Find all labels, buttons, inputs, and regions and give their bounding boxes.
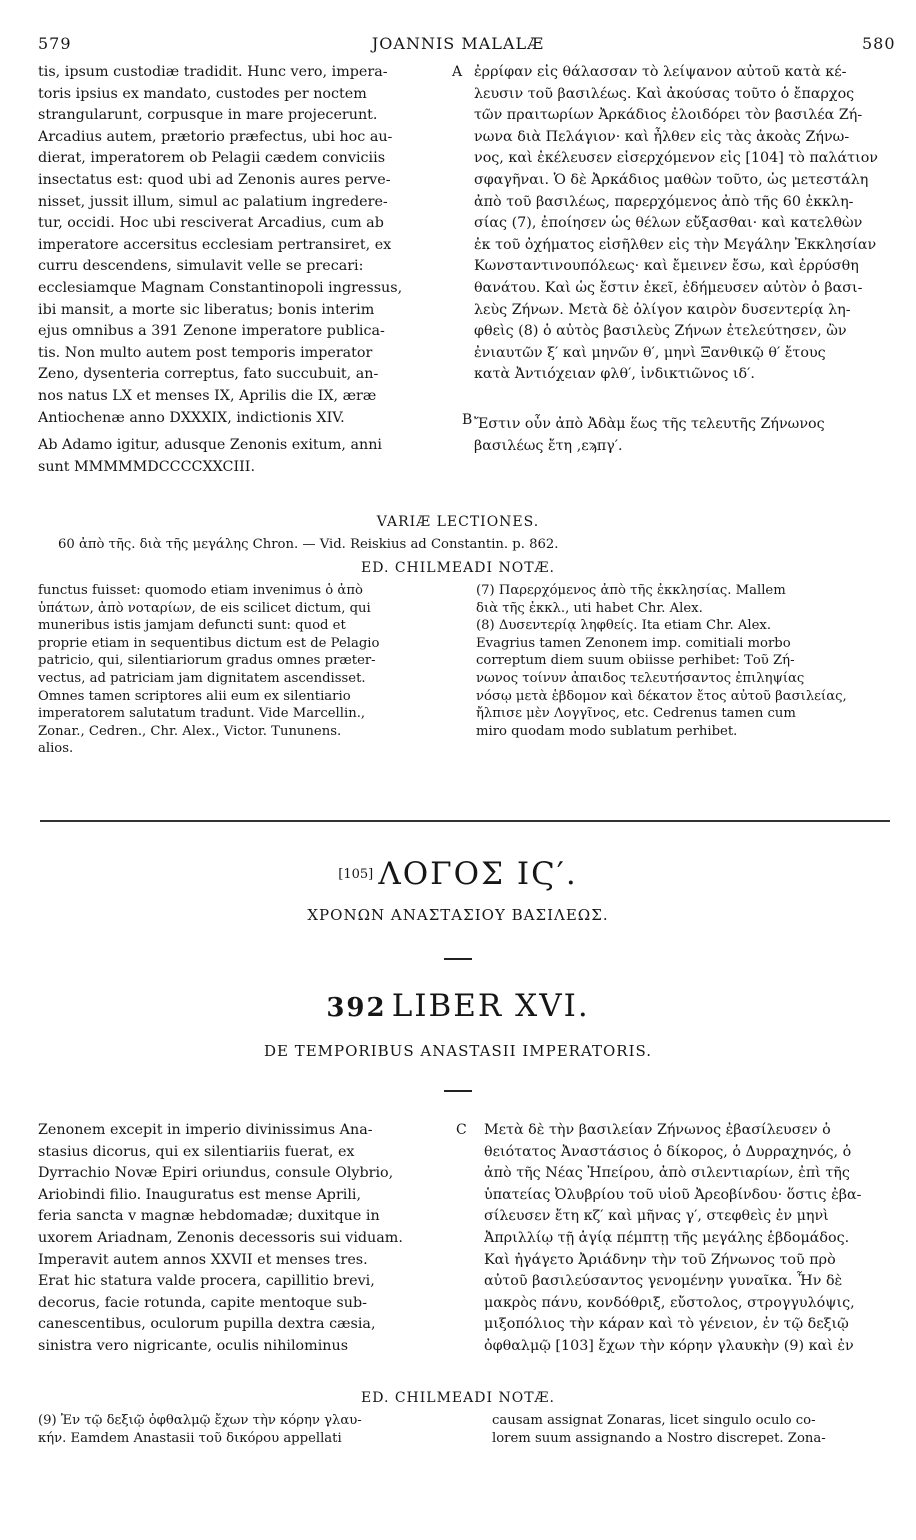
text-line: κατὰ Ἀντιόχειαν φλθ′, ἰνδικτιῶνος ιδ′. [474,366,755,383]
greek-book-heading [0,856,916,892]
greek-page-marker: [105] [338,867,374,882]
text-line: μιξοπόλιος τὴν κάραν καὶ τὸ γένειον, ἐν τῷ δεξιῷ [484,1316,849,1333]
notes-heading-1: ED. CHILMEADI NOTÆ. [361,560,555,576]
text-line: uxorem Ariadnam, Zenonis decessoris sui viduam. [38,1229,403,1246]
text-line: Erat hic statura valde procera, capillitio brevi, [38,1273,375,1290]
latin-page-marker: 392 [326,993,387,1023]
latin-column-bottom [38,1120,448,1358]
text-line: nos natus LX et menses IX, Aprilis die IX, æræ [38,387,377,404]
text-line: sunt MMMMMDCCCCXXCIII. [38,458,255,475]
note-line: muneribus istis jamjam defuncti sunt: quod et [38,618,346,634]
text-line: Dyrrachio Novæ Epiri oriundus, consule Olybrio, [38,1165,394,1182]
note-line: ἤλπισε μὲν Λογγῖνος, etc. Cedrenus tamen cum [476,706,796,722]
text-line: Arcadius autem, prætorio præfectus, ubi hoc au- [38,128,393,145]
note-line: proprie etiam in sequentibus dictum est de Pelagio [38,635,380,651]
text-line: feria sancta v magnæ hebdomadæ; duxitque in [38,1208,380,1225]
text-line: tis. Non multo autem post temporis imperator [38,344,373,361]
text-line: ἀπὸ τῆς Νέας Ἠπείρου, ἀπὸ σιλεντιαρίων, ἐπὶ τῆς [484,1165,850,1182]
short-rule-2 [444,1090,472,1092]
text-line: ἐκ τοῦ ὀχήματος εἰσῆλθεν εἰς τὴν Μεγάλην Ἐκκλησίαν [474,236,877,253]
note-line: alios. [38,741,74,757]
text-line: toris ipsius ex mandato, custodes per noctem [38,85,367,102]
note-line: (8) Δυσεντερίᾳ ληφθείς. Ita etiam Chr. Alex. [476,618,772,634]
text-line: σίλευσεν ἔτη κζ′ καὶ μῆνας γ′, στεφθεὶς ἐν μηνὶ [484,1208,829,1225]
note-line: νόσῳ μετὰ ἑβδομον καὶ δέκατον ἔτος αὐτοῦ βασιλείας, [476,688,847,704]
text-line: ἐνιαυτῶν ξ′ καὶ μηνῶν θ′, μηνὶ Ξανθικῷ θ′ ἔτους [474,344,826,361]
text-line: stasius dicorus, qui ex silentiariis fuerat, ex [38,1143,355,1160]
latin-book-title: LIBER XVI. [391,988,590,1024]
text-line: Ab Adamo igitur, adusque Zenonis exitum, anni [38,437,382,454]
greek-column-top [474,62,888,457]
note-line: Zonar., Cedren., Chr. Alex., Victor. Tununens. [38,723,342,739]
text-line: canescentibus, oculorum pupilla dextra cæsia, [38,1316,376,1333]
variae-text: 60 ἀπὸ τῆς. διὰ τῆς μεγάλης Chron. — Vid. Reiskius ad Constantin. p. 862. [58,537,559,552]
note-line: ὑπάτων, ἀπὸ νοταρίων, de eis scilicet dictum, qui [38,600,371,616]
notes1-right-column [476,582,890,740]
text-line: Zenonem excepit in imperio divinissimus Ana- [38,1122,373,1138]
note-line: lorem suum assignando a Nostro discrepet. Zona- [492,1430,826,1446]
text-line: Ἔστιν οὖν ἀπὸ Ἀδὰμ ἕως τῆς τελευτῆς Ζήνωνος [474,415,825,432]
section-divider [40,820,890,822]
note-line: imperatorem salutatum tradunt. Vide Marcellin., [38,706,366,722]
page-number-left: 579 [38,34,72,53]
text-line: imperatore accersitus ecclesiam pertransiret, ex [38,236,392,253]
text-line: θανάτου. Καὶ ὡς ἔστιν ἐκεῖ, ἐδήμευσεν αὐτὸν ὁ βασι- [474,279,863,296]
text-line: θειότατος Ἀναστάσιος ὁ δίκορος, ὁ Δυρραχηνός, ὁ [484,1143,852,1160]
text-line: ὑπατείας Ὀλυβρίου τοῦ υἱοῦ Ἀρεοβίνδου· ὅστις ἐβα- [484,1186,862,1203]
note-line: vectus, ad patriciam jam dignitatem ascendisset. [38,670,366,686]
note-line: διὰ τῆς ἐκκλ., uti habet Chr. Alex. [476,600,703,616]
text-line: αὐτοῦ βασιλεύσαντος γενομένην γυναῖκα. Ἦν δὲ [484,1273,843,1290]
note-line: κήν. Eamdem Anastasii τοῦ δικόρου appellati [38,1430,342,1446]
text-line: νος, καὶ ἐκέλευσεν εἰσερχόμενον εἰς [104] τὸ παλάτιον [474,150,878,167]
notes2-right-column [492,1412,890,1447]
text-line: tis, ipsum custodiæ tradidit. Hunc vero, impera- [38,64,388,80]
text-line: dierat, imperatorem ob Pelagii cædem conviciis [38,150,386,167]
short-rule-1 [444,958,472,960]
note-line: νωνος τοίνυν ἀπαιδος τελευτήσαντος ἐπιληψίας [476,670,805,686]
note-line: (7) Παρερχόμενος ἀπὸ τῆς ἐκκλησίας. Mallem [476,583,786,598]
text-line: nisset, jussit illum, simul ac palatium ingrederе- [38,193,388,210]
text-line: βασιλέως ἔτη ‚εϡπγ′. [474,437,623,454]
text-line: ὀφθαλμῷ [103] ἔχων τὴν κόρην γλαυκὴν (9) καὶ ἐν [484,1337,854,1354]
variae-heading: VARIÆ LECTIONES. [376,514,540,530]
text-line: ibi mansit, a morte sic liberatus; bonis interim [38,301,375,318]
text-line: λεὺς Ζήνων. Μετὰ δὲ ὀλίγον καιρὸν δυσεντερίᾳ λη- [474,301,851,318]
note-line: Evagrius tamen Zenonem imp. comitiali morbo [476,635,791,651]
text-line: σίας (7), ἐποίησεν ὡς θέλων εὔξασθαι· καὶ κατελθὼν [474,215,863,232]
note-line: patricio, qui, silentiariorum gradus omnes præter- [38,653,376,669]
text-line: λευσιν τοῦ βασιλέως. Καὶ ἀκούσας τοῦτο ὁ ἔπαρχος [474,85,855,102]
text-line: Antiochenæ anno DXXXIX, indictionis XIV. [38,409,345,426]
greek-book-subtitle: ΧΡΟΝΩΝ ΑΝΑΣΤΑΣΙΟΥ ΒΑΣΙΛΕΩΣ. [307,906,609,924]
note-line: functus fuisset: quomodo etiam invenimus ὁ ἀπὸ [38,583,363,598]
text-line: σφαγῆναι. Ὁ δὲ Ἀρκάδιος μαθὼν τοῦτο, ὡς μετεστάλη [474,171,869,188]
text-line: Καὶ ἠγάγετο Ἀριάδνην τὴν τοῦ Ζήνωνος τοῦ πρὸ [484,1251,836,1268]
text-line: ecclesiamque Magnam Constantinopoli ingressus, [38,279,403,296]
latin-book-subtitle: DE TEMPORIBUS ANASTASII IMPERATORIS. [263,1042,653,1060]
text-line: curru descendens, simulavit velle se precari: [38,258,364,275]
note-line: Omnes tamen scriptores alii eum ex silentiario [38,688,351,704]
greek-column-bottom [484,1120,888,1358]
text-line: φθεὶς (8) ὁ αὐτὸς βασιλεὺς Ζήνων ἐτελεύτησεν, ὢν [474,323,847,340]
text-line: ἐρρίφαν εἰς θάλασσαν τὸ λείψανον αὐτοῦ κατὰ κέ- [474,64,847,80]
margin-letter-b: B [462,412,473,428]
text-line: ἀπὸ τοῦ βασιλέως, παρερχόμενος ἀπὸ τῆς 60 ἐκκλη- [474,193,854,210]
notes-heading-2: ED. CHILMEADI NOTÆ. [361,1390,555,1406]
latin-column-top [38,62,448,478]
note-line: causam assignat Zonaras, licet singulo oculo co- [492,1413,816,1428]
text-line: Κωνσταντινουπόλεως· καὶ ἔμεινεν ἔσω, καὶ ἐρρύσθη [474,258,859,275]
text-line: decorus, facie rotunda, capite mentoque sub- [38,1294,367,1311]
running-title: JOANNIS MALALÆ [371,34,545,53]
note-line: (9) Ἐν τῷ δεξιῷ ὀφθαλμῷ ἔχων τὴν κόρην γλαυ- [38,1413,362,1428]
latin-book-heading [0,988,916,1024]
text-line: Μετὰ δὲ τὴν βασιλείαν Ζήνωνος ἐβασίλευσεν ὁ [484,1122,831,1138]
text-line: ejus omnibus a 391 Zenone imperatore publica- [38,323,385,340]
margin-letter-c: C [456,1122,467,1138]
note-line: miro quodam modo sublatum perhibet. [476,723,738,739]
text-line: sinistra vero nigricante, oculis nihilominus [38,1337,349,1354]
greek-book-title: ΛΟΓΟΣ ΙϚ′. [378,856,578,892]
margin-letter-a: A [452,64,463,80]
page-number-right: 580 [862,34,896,53]
text-line: Ariobindi filio. Inauguratus est mense Aprili, [38,1186,362,1203]
text-line: τῶν πραιτωρίων Ἀρκάδιος ἐλοιδόρει τὸν βασιλέα Ζή- [474,107,863,124]
text-line: Imperavit autem annos XXVII et menses tres. [38,1251,368,1268]
text-line: μακρὸς πάνυ, κονδόθριξ, εὔστολος, στρογγυλόψις, [484,1294,855,1311]
notes2-left-column [38,1412,458,1447]
notes1-left-column [38,582,458,758]
text-line: insectatus est: quod ubi ad Zenonis aures perve- [38,171,391,188]
text-line: Zeno, dysenteria correptus, fato succubuit, an- [38,366,379,383]
text-line: tur, occidi. Hoc ubi resciverat Arcadius, cum ab [38,215,384,232]
text-line: νωνα διὰ Πελάγιον· καὶ ἦλθεν εἰς τὰς ἀκοὰς Ζήνω- [474,128,850,145]
text-line: strangularunt, corpusque in mare projecerunt. [38,107,378,124]
text-line: Ἀπριλλίῳ τῇ ἁγίᾳ πέμπτῃ τῆς μεγάλης ἑβδομάδος. [484,1229,850,1246]
note-line: correptum diem suum obiisse perhibet: Τοῦ Ζή- [476,653,795,669]
